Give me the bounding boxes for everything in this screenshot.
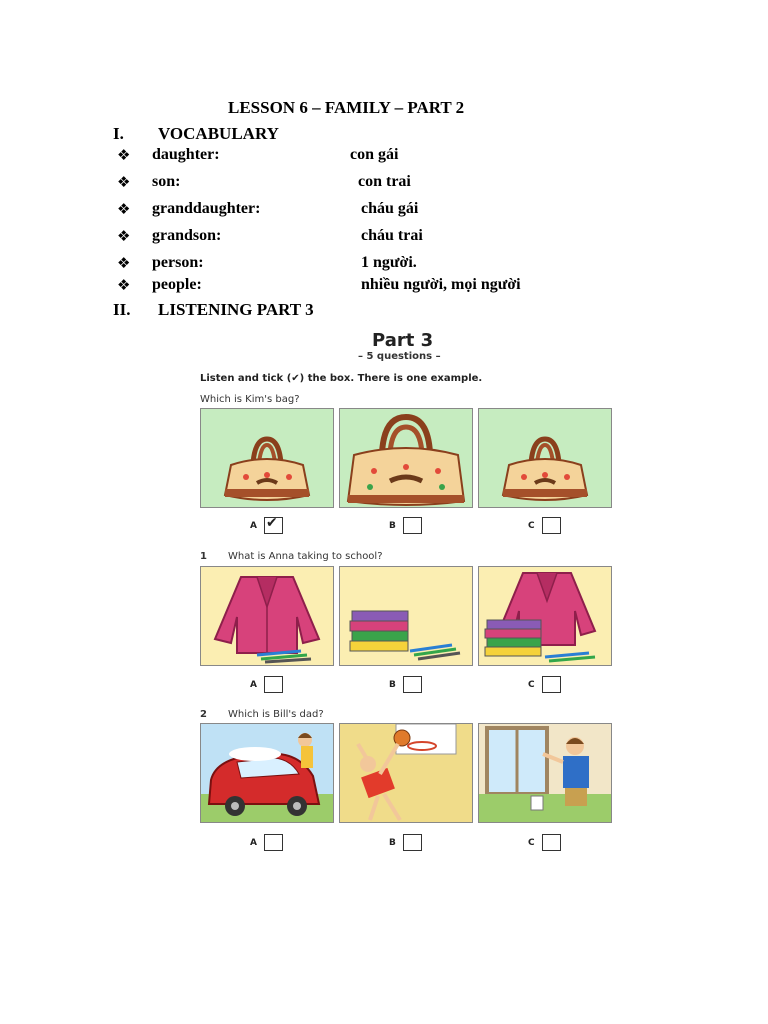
vocab-english: grandson: [152, 227, 222, 244]
option-letter: A [250, 521, 257, 531]
vocab-item-people [117, 276, 717, 298]
vocab-vietnamese: cháu gái [361, 200, 419, 217]
vocab-english: person: [152, 254, 204, 271]
diamond-bullet-icon: ❖ [117, 173, 131, 191]
section-1-heading: VOCABULARY [158, 124, 279, 143]
diamond-bullet-icon: ❖ [117, 227, 131, 245]
section-1-numeral: I. [113, 124, 124, 143]
option-a-checkbox[interactable] [250, 515, 278, 531]
lesson-title: LESSON 6 – FAMILY – PART 2 [228, 98, 465, 117]
picture-small-bag [200, 408, 334, 508]
option-letter: B [389, 838, 396, 848]
vocab-item-grandson [117, 227, 717, 249]
option-letter: B [389, 521, 396, 531]
question-number: 2 [200, 709, 207, 720]
option-c-checkbox[interactable] [528, 838, 535, 848]
option-b-checkbox[interactable] [389, 521, 396, 531]
tick-icon: ✔ [266, 515, 278, 531]
option-letter: C [528, 521, 535, 531]
option-letter: A [250, 680, 257, 690]
option-a-checkbox[interactable] [250, 838, 257, 848]
part-title: Part 3 [372, 330, 434, 351]
picture-jacket-books-and-pens [478, 566, 612, 666]
example-question: Which is Kim's bag? [200, 394, 300, 405]
section-2-heading: LISTENING PART 3 [158, 300, 314, 319]
vocab-item-son [117, 173, 717, 195]
picture-boy-playing-basketball [339, 723, 473, 823]
question-1 [200, 551, 383, 562]
picture-small-bag [478, 408, 612, 508]
picture-man-painting-window [478, 723, 612, 823]
question-2 [200, 709, 324, 720]
option-b-checkbox[interactable] [389, 680, 396, 690]
option-letter: B [389, 680, 396, 690]
diamond-bullet-icon: ❖ [117, 254, 131, 272]
question-number: 1 [200, 551, 207, 562]
question-text: Which is Bill's dad? [228, 709, 324, 720]
option-a-checkbox[interactable] [250, 680, 257, 690]
option-letter: C [528, 838, 535, 848]
diamond-bullet-icon: ❖ [117, 146, 131, 164]
exercise-instruction: Listen and tick (✔) the box. There is one example. [200, 373, 483, 384]
option-c-checkbox[interactable] [528, 680, 535, 690]
vocab-vietnamese: 1 người. [361, 254, 417, 271]
vocab-item-daughter [117, 146, 717, 168]
picture-jacket-and-pens [200, 566, 334, 666]
picture-large-bag [339, 408, 473, 508]
option-b-checkbox[interactable] [389, 838, 396, 848]
vocab-english: granddaughter: [152, 200, 261, 217]
part-subtitle: – 5 questions – [358, 351, 441, 362]
vocab-vietnamese: con trai [358, 173, 411, 190]
section-2-numeral: II. [113, 300, 131, 319]
question-text: What is Anna taking to school? [228, 551, 383, 562]
diamond-bullet-icon: ❖ [117, 276, 131, 294]
vocab-vietnamese: con gái [350, 146, 399, 163]
vocab-english: daughter: [152, 146, 220, 163]
vocab-vietnamese: nhiều người, mọi người [361, 276, 521, 293]
vocab-english: people: [152, 276, 202, 293]
vocab-item-person [117, 254, 717, 276]
diamond-bullet-icon: ❖ [117, 200, 131, 218]
option-letter: A [250, 838, 257, 848]
picture-man-washing-car [200, 723, 334, 823]
option-c-checkbox[interactable] [528, 521, 535, 531]
picture-books-and-pens [339, 566, 473, 666]
vocab-english: son: [152, 173, 181, 190]
vocab-item-granddaughter [117, 200, 717, 222]
option-letter: C [528, 680, 535, 690]
vocab-vietnamese: cháu trai [361, 227, 423, 244]
